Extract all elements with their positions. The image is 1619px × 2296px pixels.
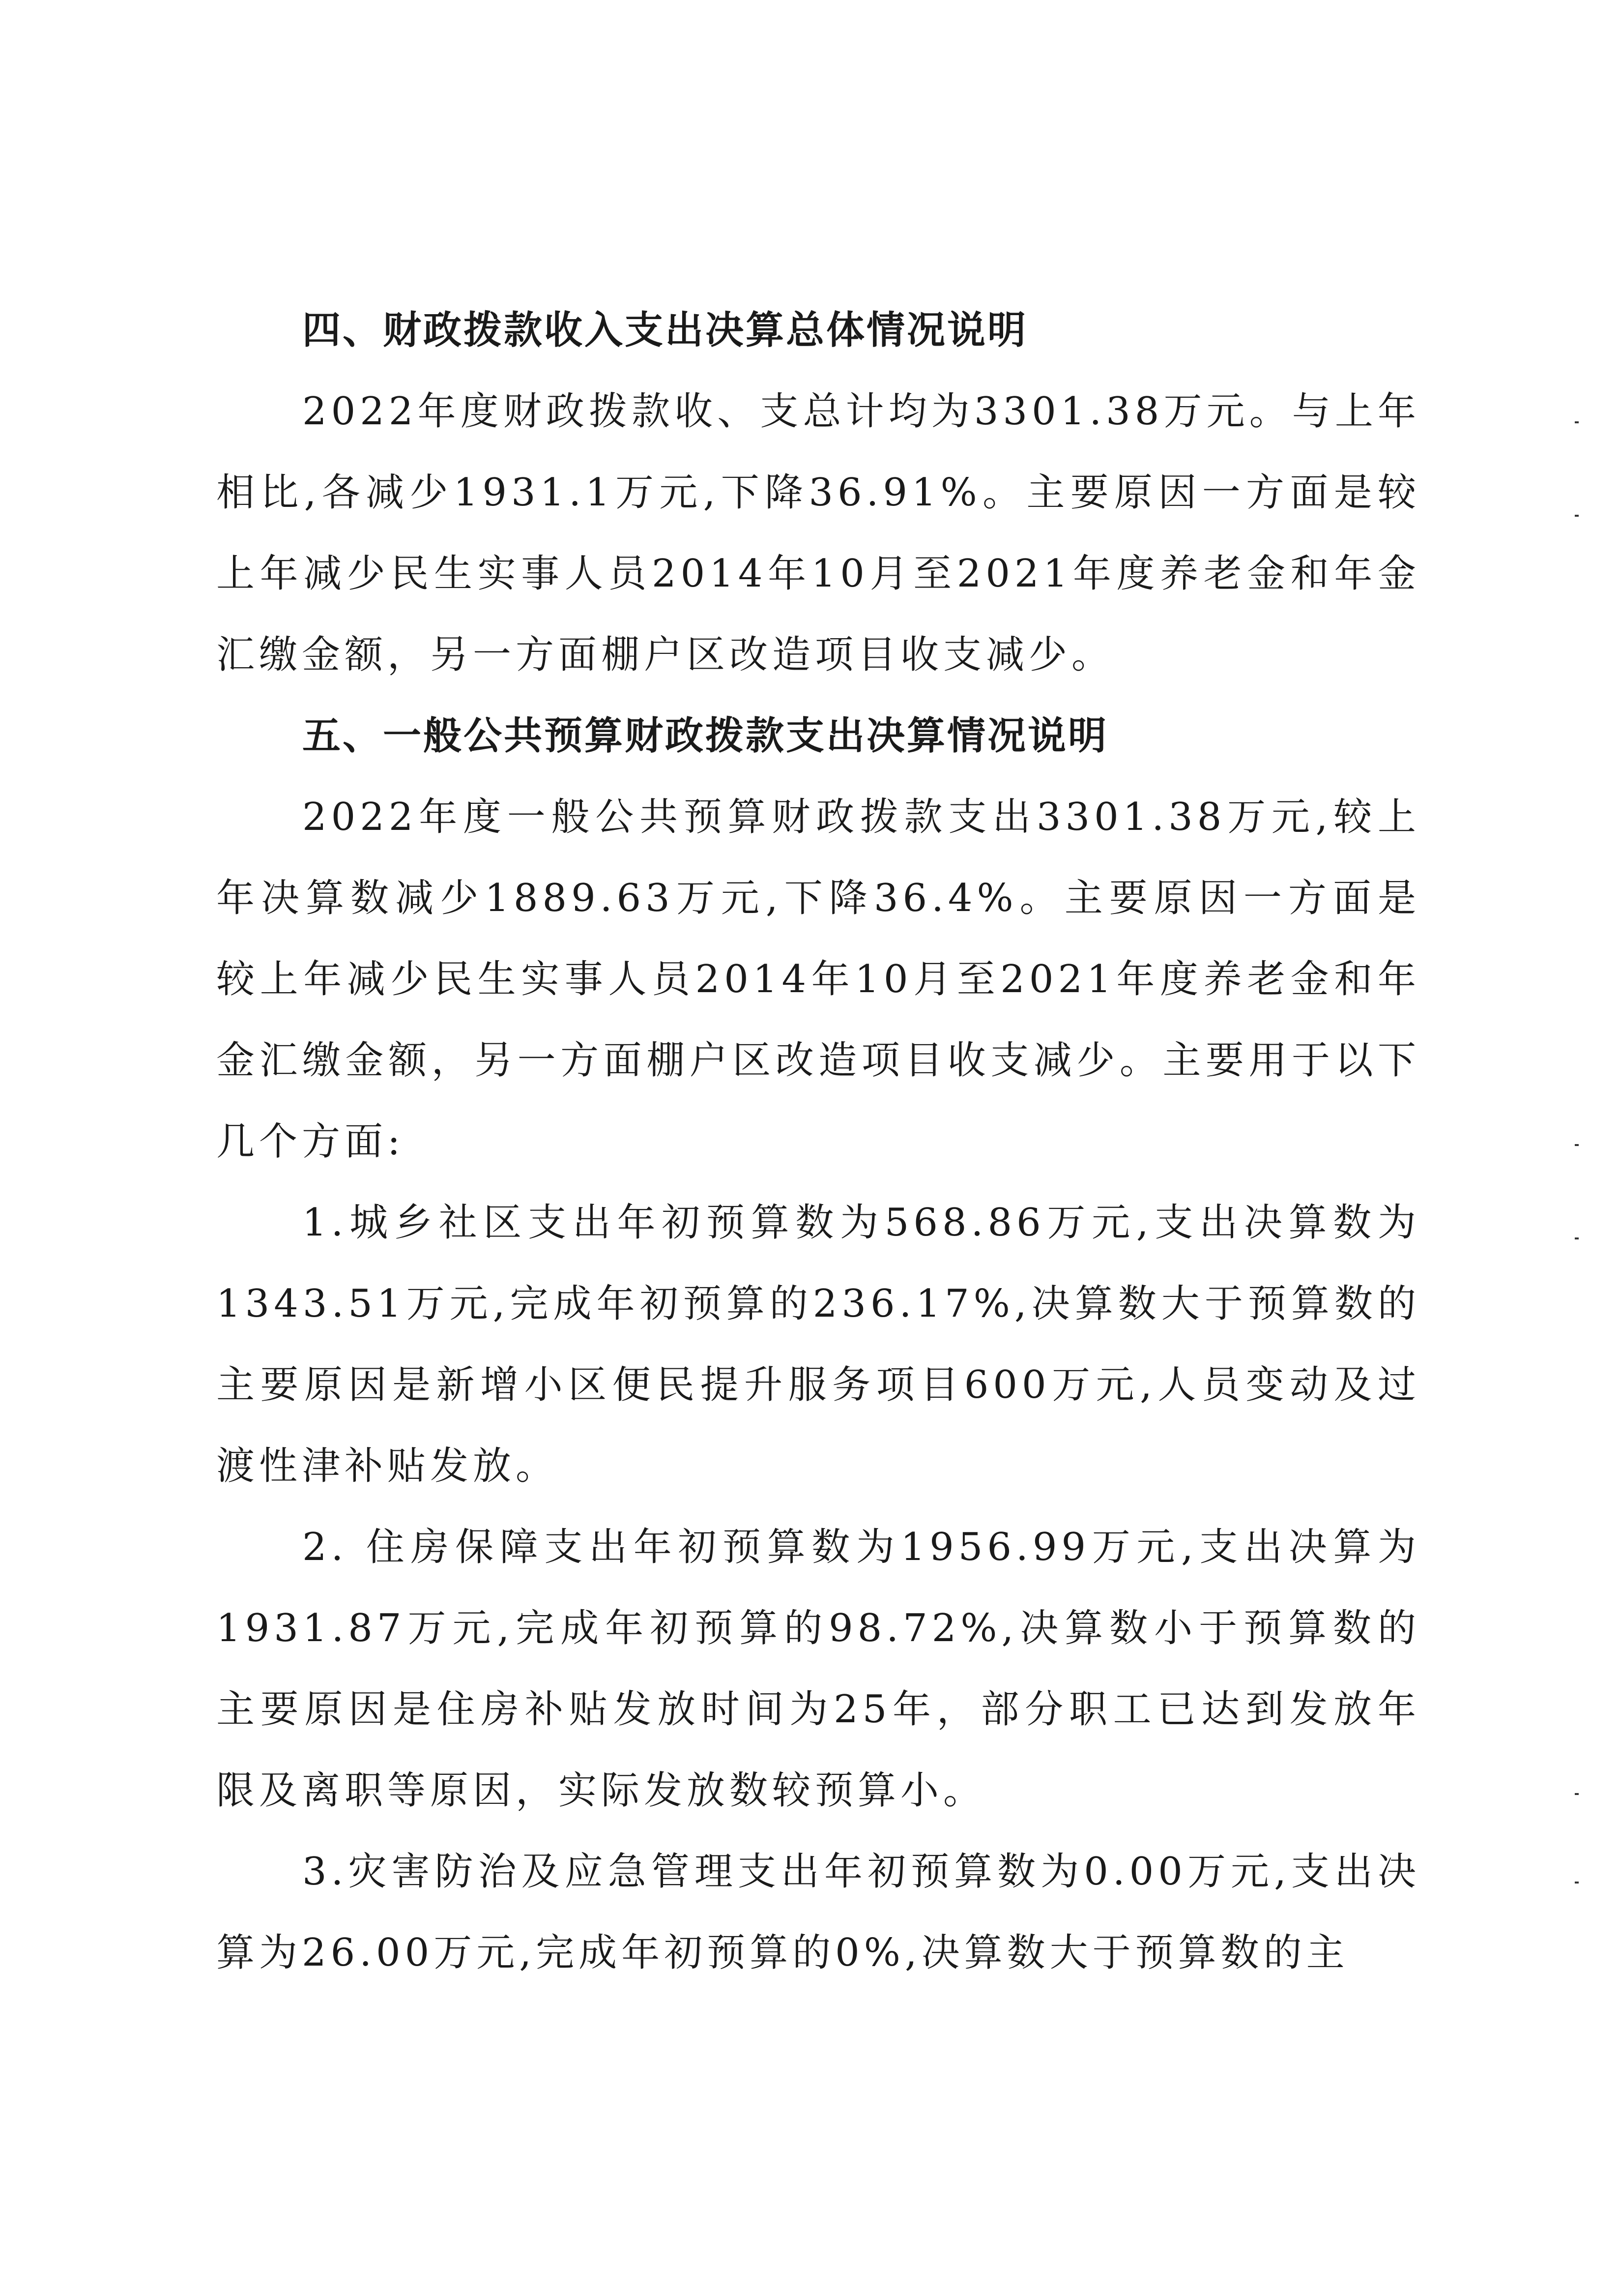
document-body [216,290,1420,1994]
paragraph: 2022年度一般公共预算财政拨款支出3301.38万元,较上年决算数减少1889.63万元,下降36.4%。主要原因一方面是较上年减少民生实事人员2014年10月至2021年度养老金和年金汇缴金额，另一方面棚户区改造项目收支减少。主要用于以下几个方面: [216,795,1420,1164]
section-heading: 五、一般公共预算财政拨款支出决算情况说明 [302,714,1109,758]
section-4 [216,290,1420,696]
section-heading: 四、财政拨款收入支出决算总体情况说明 [302,308,1028,353]
scan-speck [1575,1882,1579,1884]
paragraph-item-3: 3.灾害防治及应急管理支出年初预算数为0.00万元,支出决算为26.00万元,完成年初预算的0%,决算数大于预算数的主 [216,1850,1420,1975]
paragraph-item-2: 2. 住房保障支出年初预算数为1956.99万元,支出决算为1931.87万元,完成年初预算的98.72%,决算数小于预算数的主要原因是住房补贴发放时间为25年，部分职工已达到发放年限及离职等原因，实际发放数较预算小。 [216,1525,1420,1813]
scan-speck [1575,1793,1579,1795]
paragraph: 2022年度财政拨款收、支总计均为3301.38万元。与上年相比,各减少1931.1万元,下降36.91%。主要原因一方面是较上年减少民生实事人员2014年10月至2021年度养老金和年金汇缴金额，另一方面棚户区改造项目收支减少。 [216,389,1420,677]
scan-speck [1575,1144,1579,1146]
scan-speck [1575,421,1579,423]
paragraph-item-1: 1.城乡社区支出年初预算数为568.86万元,支出决算数为1343.51万元,完成年初预算的236.17%,决算数大于预算数的主要原因是新增小区便民提升服务项目600万元,人员变动及过渡性津补贴发放。 [216,1201,1420,1488]
scan-speck [1575,515,1579,517]
scan-speck [1575,1237,1579,1239]
section-5 [216,696,1420,1994]
